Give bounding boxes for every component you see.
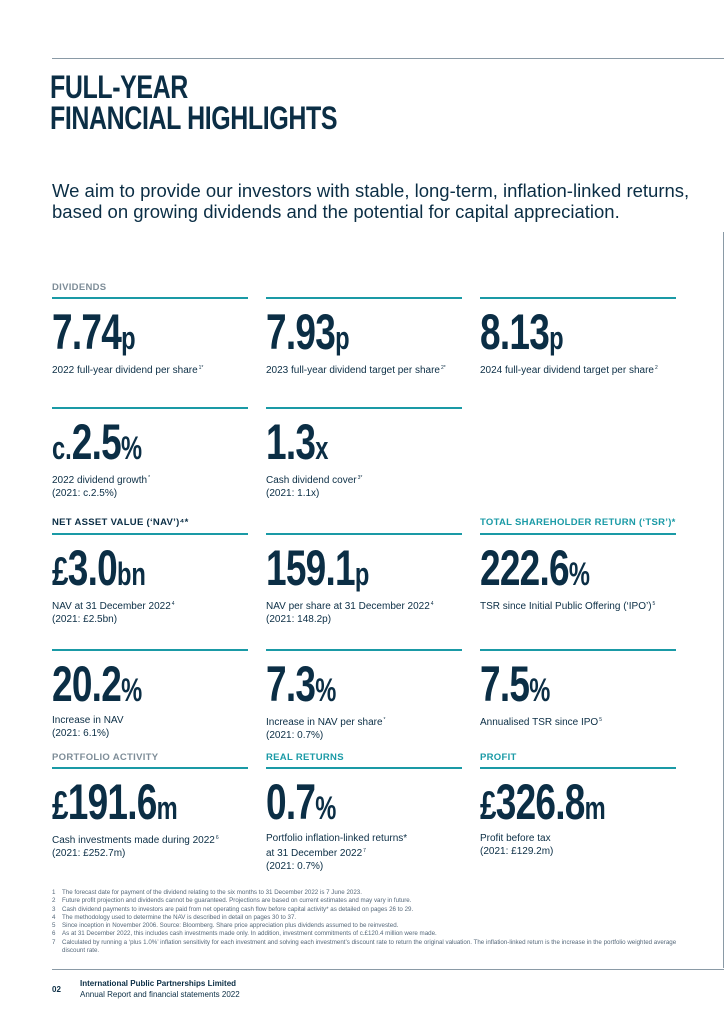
metric-nav xyxy=(52,533,248,626)
metric-description: NAV at 31 December 2022$^4$ (2021: £2.5bn) xyxy=(52,600,175,625)
metric-dividend-cover xyxy=(266,407,462,500)
metric-comparative: (2021: c.2.5%) xyxy=(52,487,118,499)
footer-company: International Public Partnerships Limited xyxy=(80,979,237,988)
section-real-returns: REAL RETURNS xyxy=(266,752,344,763)
metric-rule xyxy=(52,649,248,651)
metric-description: Profit before tax (2021: £129.2m) xyxy=(480,832,554,857)
metric-tsr-since-ipo xyxy=(480,533,676,613)
section-portfolio-activity: PORTFOLIO ACTIVITY xyxy=(52,752,159,763)
metric-rule xyxy=(266,767,462,769)
metric-description: 2022 full-year dividend per share$^{1*}$ xyxy=(52,364,204,376)
metric-value: c.2.5% xyxy=(52,413,143,470)
metric-value: 222.6% xyxy=(480,539,590,596)
metric-rule xyxy=(480,533,676,535)
metric-comparative: (2021: 0.7%) xyxy=(266,860,324,872)
metric-description: 2022 dividend growth* (2021: c.2.5%) xyxy=(52,474,151,499)
metric-value: 7.5% xyxy=(480,655,551,712)
metric-real-returns xyxy=(266,767,462,873)
metric-value: 7.3% xyxy=(266,655,337,712)
footnote: 5 Since inception in November 2006. Source: Bloomberg. Share price appreciation plus dividends assumed to be reinvested. xyxy=(52,922,399,930)
metric-value: 159.1p xyxy=(266,539,370,596)
metric-rule xyxy=(266,533,462,535)
metric-value: 8.13p xyxy=(480,303,564,360)
footnote: 7 Calculated by running a ‘plus 1.0%’ inflation sensitivity for each investment and solving each investment’s discount rate to return the original valuation. The inflation-linked return is the increase in the portfolio weighted average discount rate. xyxy=(52,938,677,955)
metric-description: TSR since Initial Public Offering (‘IPO’)$^5$ xyxy=(480,600,656,612)
footer-report: Annual Report and financial statements 2022 xyxy=(80,989,240,999)
metric-comparative: (2021: £2.5bn) xyxy=(52,613,118,625)
metric-description: Annualised TSR since IPO$^5$ xyxy=(480,716,602,728)
top-rule xyxy=(52,58,724,59)
footnote: 2 Future profit projection and dividends cannot be guaranteed. Projections are based on current estimates and may vary in future. xyxy=(52,897,412,905)
metric-comparative: (2021: 6.1%) xyxy=(52,727,110,739)
metric-increase-in-nav xyxy=(52,649,248,740)
metric-rule xyxy=(480,297,676,299)
footer xyxy=(80,979,240,1000)
metric-rule xyxy=(52,407,248,409)
metric-rule xyxy=(480,767,676,769)
metric-rule xyxy=(480,649,676,651)
metric-increase-in-nav-per-share xyxy=(266,649,462,742)
section-profit: PROFIT xyxy=(480,752,517,763)
footnote: 3 Cash dividend payments to investors are paid from net operating cash flow before capital activity* as detailed on pages 26 to 29. xyxy=(52,905,414,913)
metric-annualised-tsr xyxy=(480,649,676,729)
section-nav: NET ASSET VALUE (‘NAV’)⁴* xyxy=(52,517,189,528)
metric-comparative: (2021: £252.7m) xyxy=(52,847,126,859)
metric-value: £3.0bn xyxy=(52,539,146,596)
metric-value: £191.6m xyxy=(52,773,178,830)
metric-rule xyxy=(52,297,248,299)
metric-comparative: (2021: 1.1x) xyxy=(266,487,320,499)
metric-cash-investments xyxy=(52,767,248,860)
metric-description: Cash dividend cover$^{3*}$ (2021: 1.1x) xyxy=(266,474,363,499)
metric-value: 1.3x xyxy=(266,413,329,470)
metric-description: Increase in NAV per share* (2021: 0.7%) xyxy=(266,716,386,741)
title-line-2: FINANCIAL HIGHLIGHTS xyxy=(50,100,338,136)
metric-rule xyxy=(52,533,248,535)
section-dividends: DIVIDENDS xyxy=(52,282,107,293)
metric-dividend-2023 xyxy=(266,297,462,377)
metric-value: 20.2% xyxy=(52,655,143,712)
page-number: 02 xyxy=(52,985,61,994)
metric-description: 2023 full-year dividend target per share$^{2*}$ xyxy=(266,364,446,376)
metric-description: Portfolio inflation-linked returns* at 31 December 2022$^7$ (2021: 0.7%) xyxy=(266,832,408,872)
metric-value: 7.74p xyxy=(52,303,136,360)
metric-dividend-growth xyxy=(52,407,248,500)
metric-value: 7.93p xyxy=(266,303,350,360)
metric-profit-before-tax xyxy=(480,767,676,858)
metric-description: 2024 full-year dividend target per share$^2$ xyxy=(480,364,658,376)
metric-comparative: (2021: £129.2m) xyxy=(480,845,554,857)
metric-description: Cash investments made during 2022$^6$ (2021: £252.7m) xyxy=(52,834,219,859)
metric-dividend-2024 xyxy=(480,297,676,377)
footnote: 6 As at 31 December 2022, this includes cash investments made only. In addition, investment commitments of c.£120.4 million were made. xyxy=(52,930,437,938)
footnote: 4 The methodology used to determine the NAV is described in detail on pages 30 to 37. xyxy=(52,913,297,921)
metric-rule xyxy=(266,649,462,651)
section-tsr: TOTAL SHAREHOLDER RETURN (‘TSR’)* xyxy=(480,517,676,528)
metric-rule xyxy=(266,407,462,409)
metric-comparative: (2021: 148.2p) xyxy=(266,613,332,625)
metric-description: Increase in NAV (2021: 6.1%) xyxy=(52,714,124,739)
metric-rule xyxy=(52,767,248,769)
metric-description: NAV per share at 31 December 2022$^4$ (2021: 148.2p) xyxy=(266,600,434,625)
footnotes xyxy=(52,889,682,955)
title-line-1: FULL-YEAR xyxy=(50,69,188,105)
metric-rule xyxy=(266,297,462,299)
metric-comparative: (2021: 0.7%) xyxy=(266,729,324,741)
intro-text: We aim to provide our investors with stable, long-term, inflation-linked returns, based on growing dividends and the potential for capital appreciation. xyxy=(52,180,690,222)
metric-value: 0.7% xyxy=(266,773,337,830)
metric-dividend-2022 xyxy=(52,297,248,377)
page-title xyxy=(50,69,362,136)
metric-value: £326.8m xyxy=(480,773,606,830)
metric-nav-per-share xyxy=(266,533,462,626)
bottom-rule xyxy=(52,969,724,970)
footnote: 1 The forecast date for payment of the dividend relating to the six months to 31 December 2022 is 7 June 2023. xyxy=(52,889,362,896)
